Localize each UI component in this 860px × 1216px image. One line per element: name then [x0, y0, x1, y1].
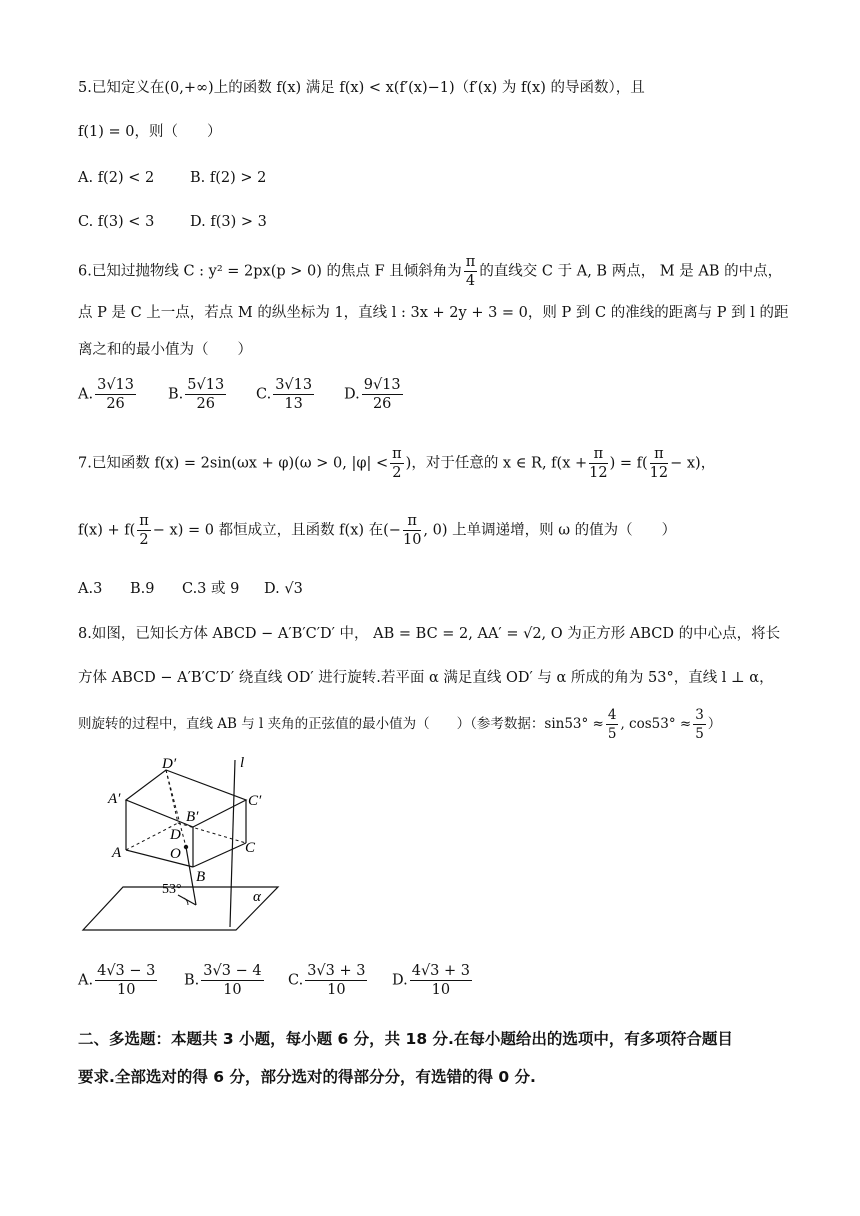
label-o: O: [170, 846, 181, 862]
q7-option-b: B.9: [130, 581, 155, 597]
q6-stem-line1: 6.已知过抛物线 C : y² = 2px(p > 0) 的焦点 F 且倾斜角为 $\frac{\pi}{4}$ 的直线交 C 于 A, B 两点， M 是 AB 的中点，: [78, 254, 783, 289]
q8-stem-line1: 8.如图，已知长方体 ABCD − A′B′C′D′ 中， AB = BC = 2, AA′ = √2, O 为正方形 ABCD 的中心点，将长: [78, 626, 781, 642]
q5-option-a: A. f(2) < 2: [78, 170, 155, 186]
q8-option-b: B. $\frac{3√3 - 4}{10}$: [184, 963, 262, 998]
q5-option-b: B. f(2) > 2: [190, 170, 267, 186]
q6-option-a: A. $\frac{3√13}{26}$: [78, 377, 135, 412]
label-ap: A′: [108, 791, 121, 807]
label-bp: B′: [186, 809, 199, 825]
point-o: [184, 845, 188, 849]
q7-stem-line1: 7.已知函数 f(x) = 2sin(ωx + φ)(ω > 0, |φ| < $\frac{\pi}{2}$ )，对于任意的 x ∈ R, f(x + $\frac{\pi}{12}$ ) = f( $\frac{\pi}{12}$ − x)，: [78, 446, 716, 481]
q5-option-d: D. f(3) > 3: [190, 214, 267, 230]
label-d: D: [170, 827, 181, 843]
q8-option-a: A. $\frac{4√3 - 3}{10}$: [78, 963, 156, 998]
q7-option-a: A.3: [78, 581, 103, 597]
q5-option-c: C. f(3) < 3: [78, 214, 155, 230]
q6-stem-line2: 点 P 是 C 上一点，若点 M 的纵坐标为 1，直线 l : 3x + 2y + 3 = 0，则 P 到 C 的准线的距离与 P 到 l 的距: [78, 305, 789, 321]
q8-stem-line3: 则旋转的过程中，直线 AB 与 l 夹角的正弦值的最小值为（ ）（参考数据：sin53° ≈ $\frac{4}{5}$ , cos53° ≈ $\frac{3}{5}$ ）: [78, 707, 722, 742]
label-dp: D′: [162, 756, 177, 772]
q7-stem-line2: f(x) + f( $\frac{\pi}{2}$ − x) = 0 都恒成立，且函数 f(x) 在(− $\frac{\pi}{10}$ , 0) 上单调递增，则 ω 的值为（ ）: [78, 513, 677, 548]
label-b: B: [196, 869, 206, 885]
q7-option-c: C.3 或 9: [182, 581, 240, 597]
label-l: l: [240, 755, 245, 771]
q6-option-b: B. $\frac{5√13}{26}$: [168, 377, 225, 412]
q6-stem-line3: 离之和的最小值为（ ）: [78, 342, 252, 358]
q8-stem-line2: 方体 ABCD − A′B′C′D′ 绕直线 OD′ 进行旋转.若平面 α 满足直线 OD′ 与 α 所成的角为 53°，直线 l ⊥ α，: [78, 670, 774, 686]
line-l: [230, 760, 235, 927]
section2-heading-line1: 二、多选题：本题共 3 小题，每小题 6 分，共 18 分.在每小题给出的选项中，有多项符合题目: [78, 1030, 733, 1048]
label-angle: 53°: [162, 882, 182, 897]
section2-heading-line2: 要求.全部选对的得 6 分，部分选对的得部分分，有选错的得 0 分.: [78, 1068, 536, 1086]
q7-option-d: D. √3: [264, 581, 303, 597]
label-c: C: [245, 840, 256, 856]
label-cp: C′: [248, 793, 262, 809]
label-alpha: α: [253, 889, 261, 905]
q6-fraction-pi-over-4: $\frac{\pi}{4}$: [465, 254, 476, 289]
label-a: A: [112, 845, 122, 861]
q6-option-d: D. $\frac{9√13}{26}$: [344, 377, 401, 412]
q5-stem-line2: f(1) = 0，则（ ）: [78, 124, 222, 140]
q8-option-d: D. $\frac{4√3 + 3}{10}$: [392, 963, 471, 998]
q8-figure-cuboid: [78, 755, 298, 935]
q8-option-c: C. $\frac{3√3 + 3}{10}$: [288, 963, 366, 998]
q6-option-c: C. $\frac{3√13}{13}$: [256, 377, 313, 412]
q5-stem-line1: 5.已知定义在(0,+∞)上的函数 f(x) 满足 f(x) < x(f′(x)−1)（f′(x) 为 f(x) 的导函数），且: [78, 80, 645, 96]
